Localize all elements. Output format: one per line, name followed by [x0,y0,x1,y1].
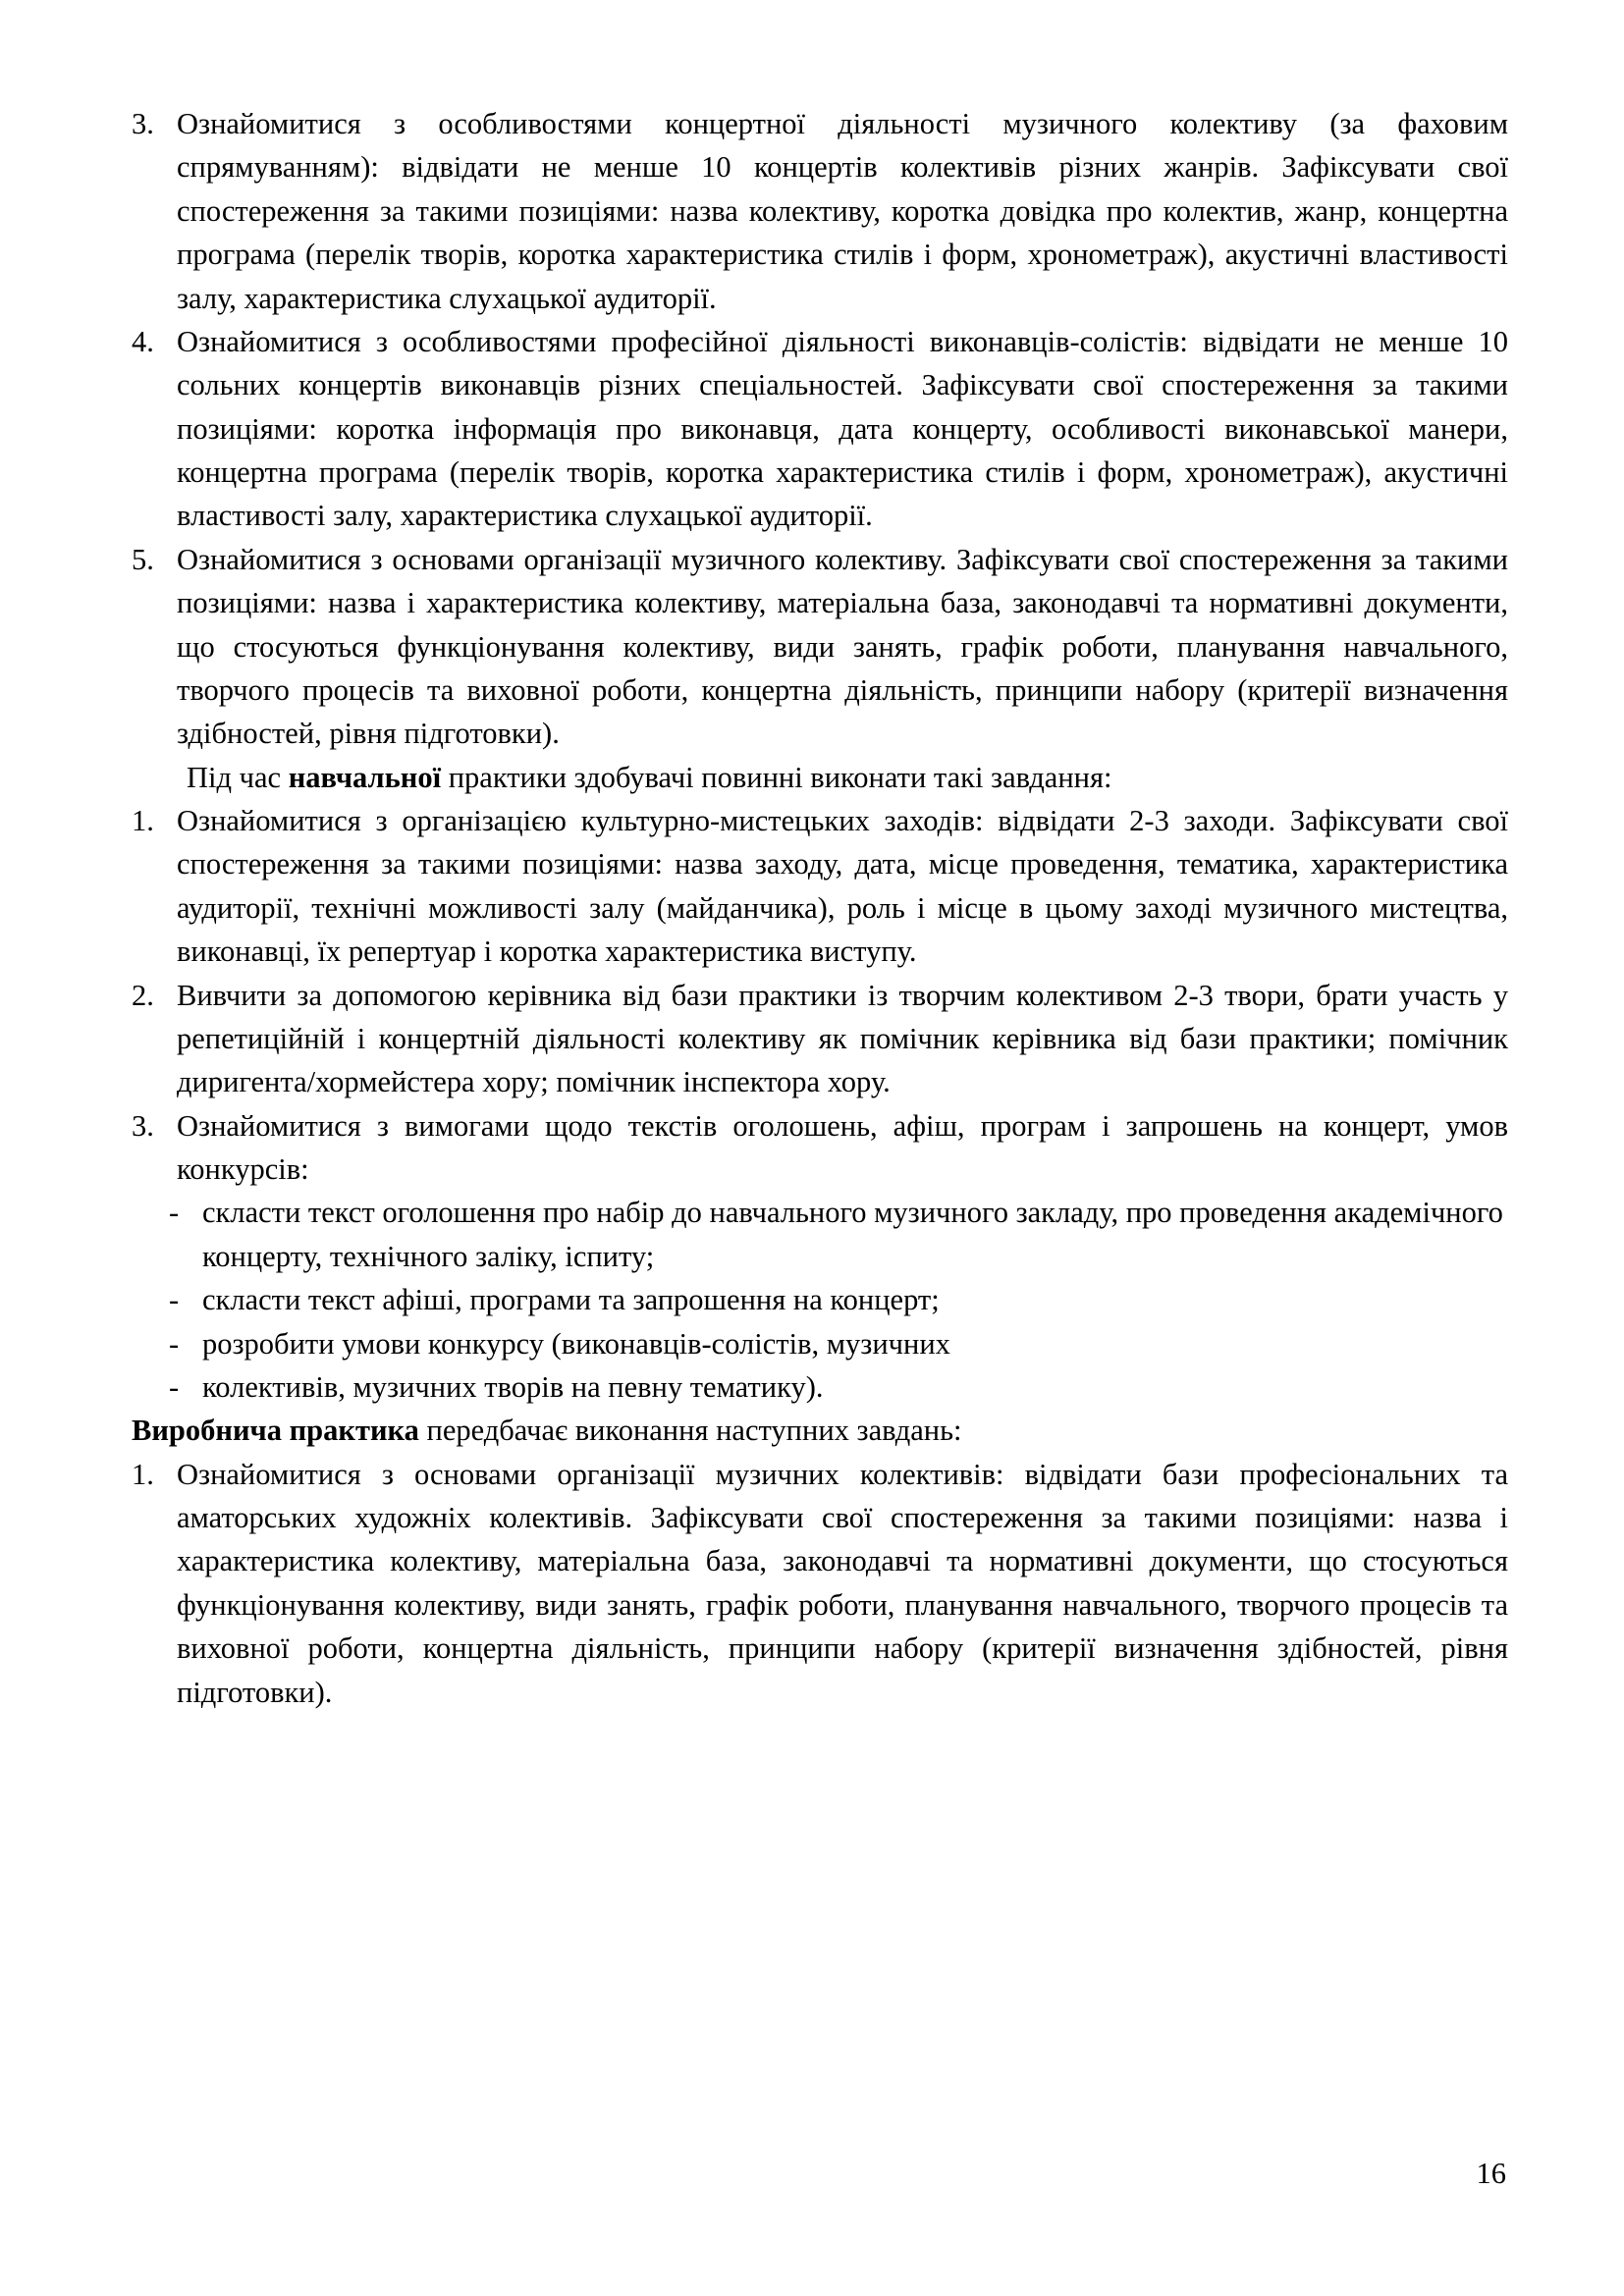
dash-marker: - [169,1369,180,1404]
list-item-text: Ознайомитися з особливостями концертної діяльності музичного колективу (за фаховим спрямуванням): відвідати не менше 10 концертів колективів різних жанрів. Зафіксувати свої спостереження за такими позиціями: назва колективу, коротка довідка про колектив, жанр, концертна програма (перелік творів, коротка характеристика стилів і форм, хронометраж), акустичні властивості залу, характеристика слухацької аудиторії. [177,107,1508,315]
dash-marker: - [169,1326,180,1361]
list-item-marker: 3. [132,107,154,140]
dash-list-item [132,1322,1508,1365]
list-item [132,320,1508,538]
dash-sublist [132,1191,1508,1409]
list-item-text: Вивчити за допомогою керівника від бази практики із творчим колективом 2-3 твори, брати участь у репетиційній і концертній діяльності колективу як помічник керівника від бази практики; помічник диригента/хормейстера хору; помічник інспектора хору. [177,978,1508,1099]
list-item-marker: 3. [132,1108,154,1143]
document-body [132,102,1508,1714]
dash-list-item-text: колективів, музичних творів на певну тематику). [202,1369,824,1404]
list-item-marker: 2. [132,978,154,1012]
list-item-marker: 1. [132,1457,154,1491]
list-item-text: Ознайомитися з організацією культурно-мистецьких заходів: відвідати 2-3 заходи. Зафіксувати свої спостереження за такими позиціями: назва заходу, дата, місце проведення, тематика, характеристика аудиторії, технічні можливості залу (майданчика), роль і місце в цьому заході музичного мистецтва, виконавці, їх репертуар і коротка характеристика виступу. [177,804,1508,969]
list-item-marker: 1. [132,804,154,837]
list-item-marker: 4. [132,324,154,358]
list-item [132,1104,1508,1192]
list-item-text: Ознайомитися з вимогами щодо текстів оголошень, афіш, програм і запрошень на концерт, умов конкурсів: [177,1108,1508,1186]
dash-list-item-text: розробити умови конкурсу (виконавців-солістів, музичних [202,1326,950,1361]
list-item-marker: 5. [132,542,154,576]
list-item [132,799,1508,974]
intro-bold-term: навчальної [288,760,442,794]
list-item-text: Ознайомитися з основами організації музичних колективів: відвідати бази професіональних та аматорських художніх колективів. Зафіксувати свої спостереження за такими позиціями: назва і характеристика колективу, матеріальна база, законодавчі та нормативні документи, що стосуються функціонування колективу, види занять, графік роботи, планування навчального, творчого процесів та виховної роботи, концертна діяльність, принципи набору (критерії визначення здібностей, рівня підготовки). [177,1457,1508,1709]
page-number: 16 [1476,2156,1506,2190]
intro-rest: практики здобувачі повинні виконати такі завдання: [441,760,1112,794]
dash-list-item-text: скласти текст оголошення про набір до навчального музичного закладу, про проведення академічного концерту, технічного заліку, іспиту; [202,1196,1503,1273]
list-item-text: Ознайомитися з особливостями професійної діяльності виконавців-солістів: відвідати не менше 10 сольних концертів виконавців різних спеціальностей. Зафіксувати свої спостереження за такими позиціями: коротка інформація про виконавця, дата концерту, особливості виконавської манери, концертна програма (перелік творів, коротка характеристика стилів і форм, хронометраж), акустичні властивості залу, характеристика слухацької аудиторії. [177,324,1508,533]
list-item [132,102,1508,320]
intro-rest: передбачає виконання наступних завдань: [418,1414,962,1448]
intro-lead: Під час [187,760,289,794]
navchalna-practice-intro [132,756,1508,799]
dash-marker: - [169,1196,180,1230]
list-item [132,538,1508,756]
dash-list-item [132,1278,1508,1321]
list-item [132,974,1508,1104]
list-item [132,1453,1508,1714]
dash-list-item [132,1365,1508,1409]
dash-list-item-text: скласти текст афіші, програми та запрошення на концерт; [202,1283,940,1317]
vyrobnycha-practice-intro [132,1409,1508,1452]
dash-marker: - [169,1283,180,1317]
intro-bold-term: Виробнича практика [132,1414,419,1448]
dash-list-item [132,1191,1508,1278]
list-item-text: Ознайомитися з основами організації музичного колективу. Зафіксувати свої спостереження за такими позиціями: назва і характеристика колективу, матеріальна база, законодавчі та нормативні документи, що стосуються функціонування колективу, види занять, графік роботи, планування навчального, творчого процесів та виховної роботи, концертна діяльність, принципи набору (критерії визначення здібностей, рівня підготовки). [177,542,1508,751]
